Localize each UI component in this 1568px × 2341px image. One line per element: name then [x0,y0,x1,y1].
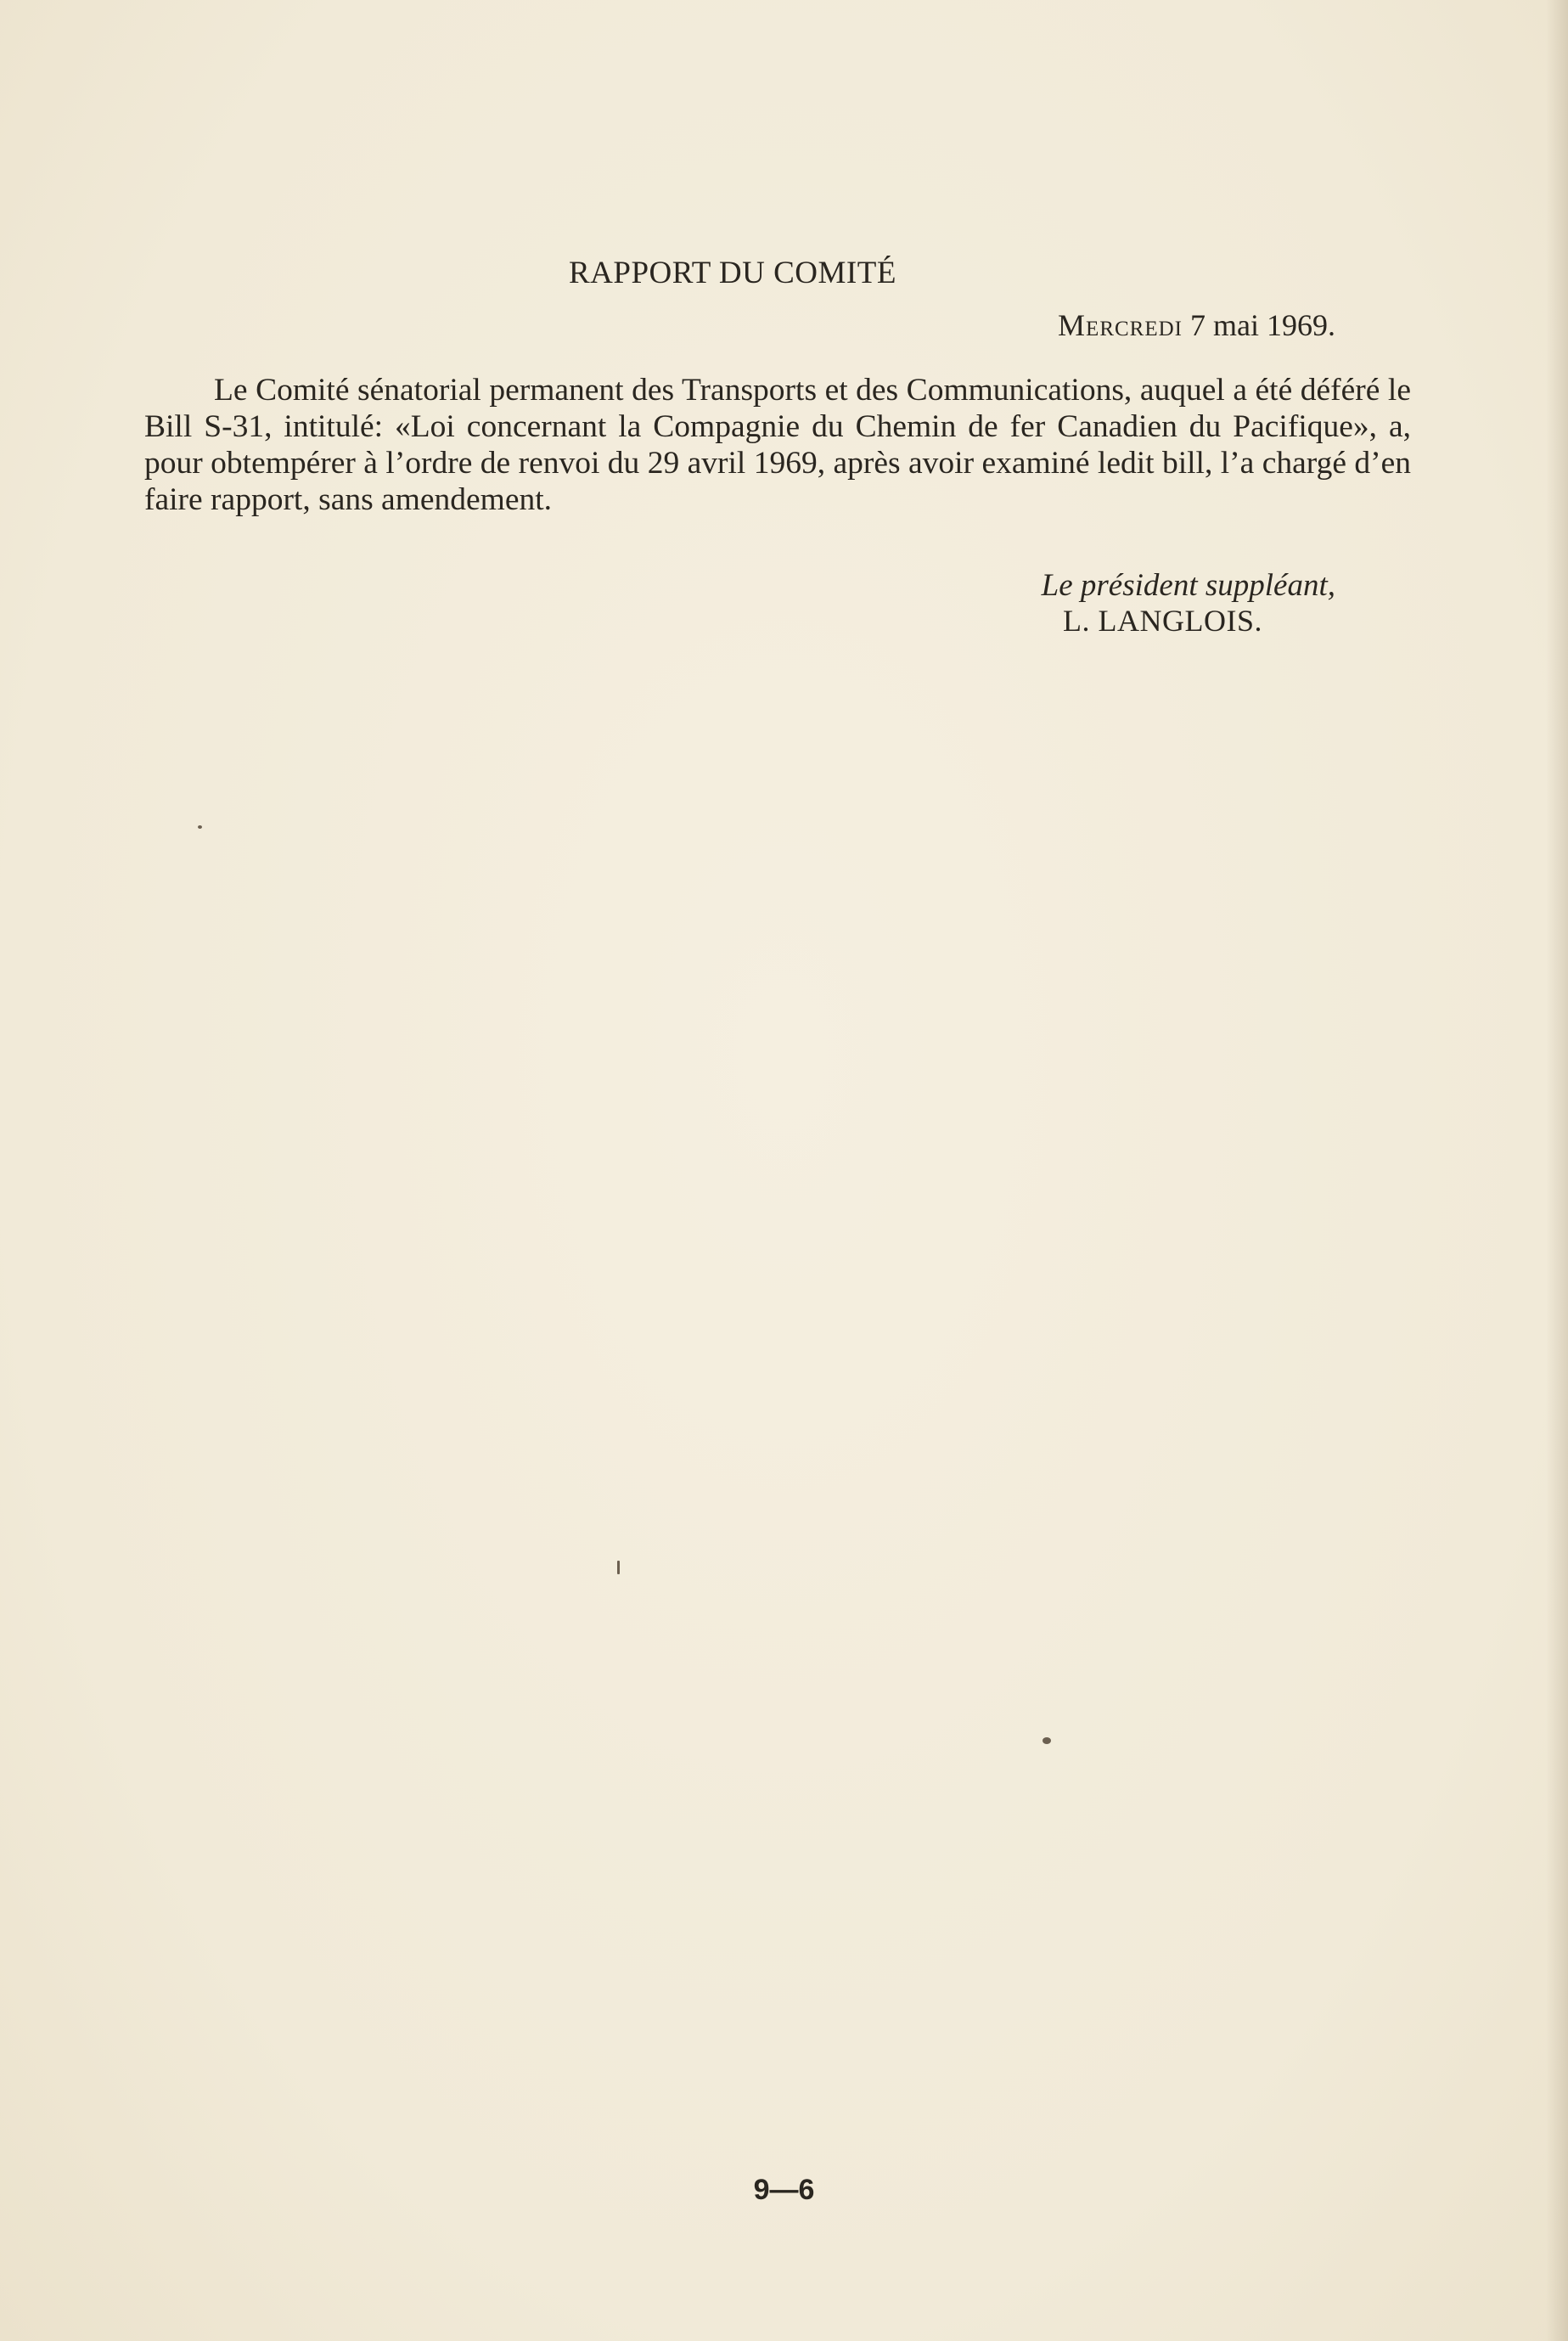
report-title: RAPPORT DU COMITÉ [569,256,896,290]
page-number: 9—6 [753,2174,815,2206]
report-date-weekday: Mercredi [1058,308,1183,342]
ink-speck [1043,1737,1051,1744]
report-date-day: 7 mai 1969. [1183,308,1335,342]
signature-name: L. LANGLOIS. [1063,604,1262,638]
ink-speck [617,1561,620,1574]
signature-title: Le président suppléant, [1041,568,1335,603]
ink-speck [198,825,202,829]
report-body-paragraph: Le Comité sénatorial permanent des Transports et des Communications, auquel a été déféré le Bill S-31, intitulé: «Loi concernant la Compagnie du Chemin de fer Canadien du Pacifique», a, pour obtempérer à l’ordre de renvoi du 29 avril 1969, après avoir examiné ledit bill, l’a chargé d’en faire rapport, sans amendement. [144,373,1411,517]
page-edge-shadow [1546,0,1568,2341]
report-date [1058,307,1335,343]
